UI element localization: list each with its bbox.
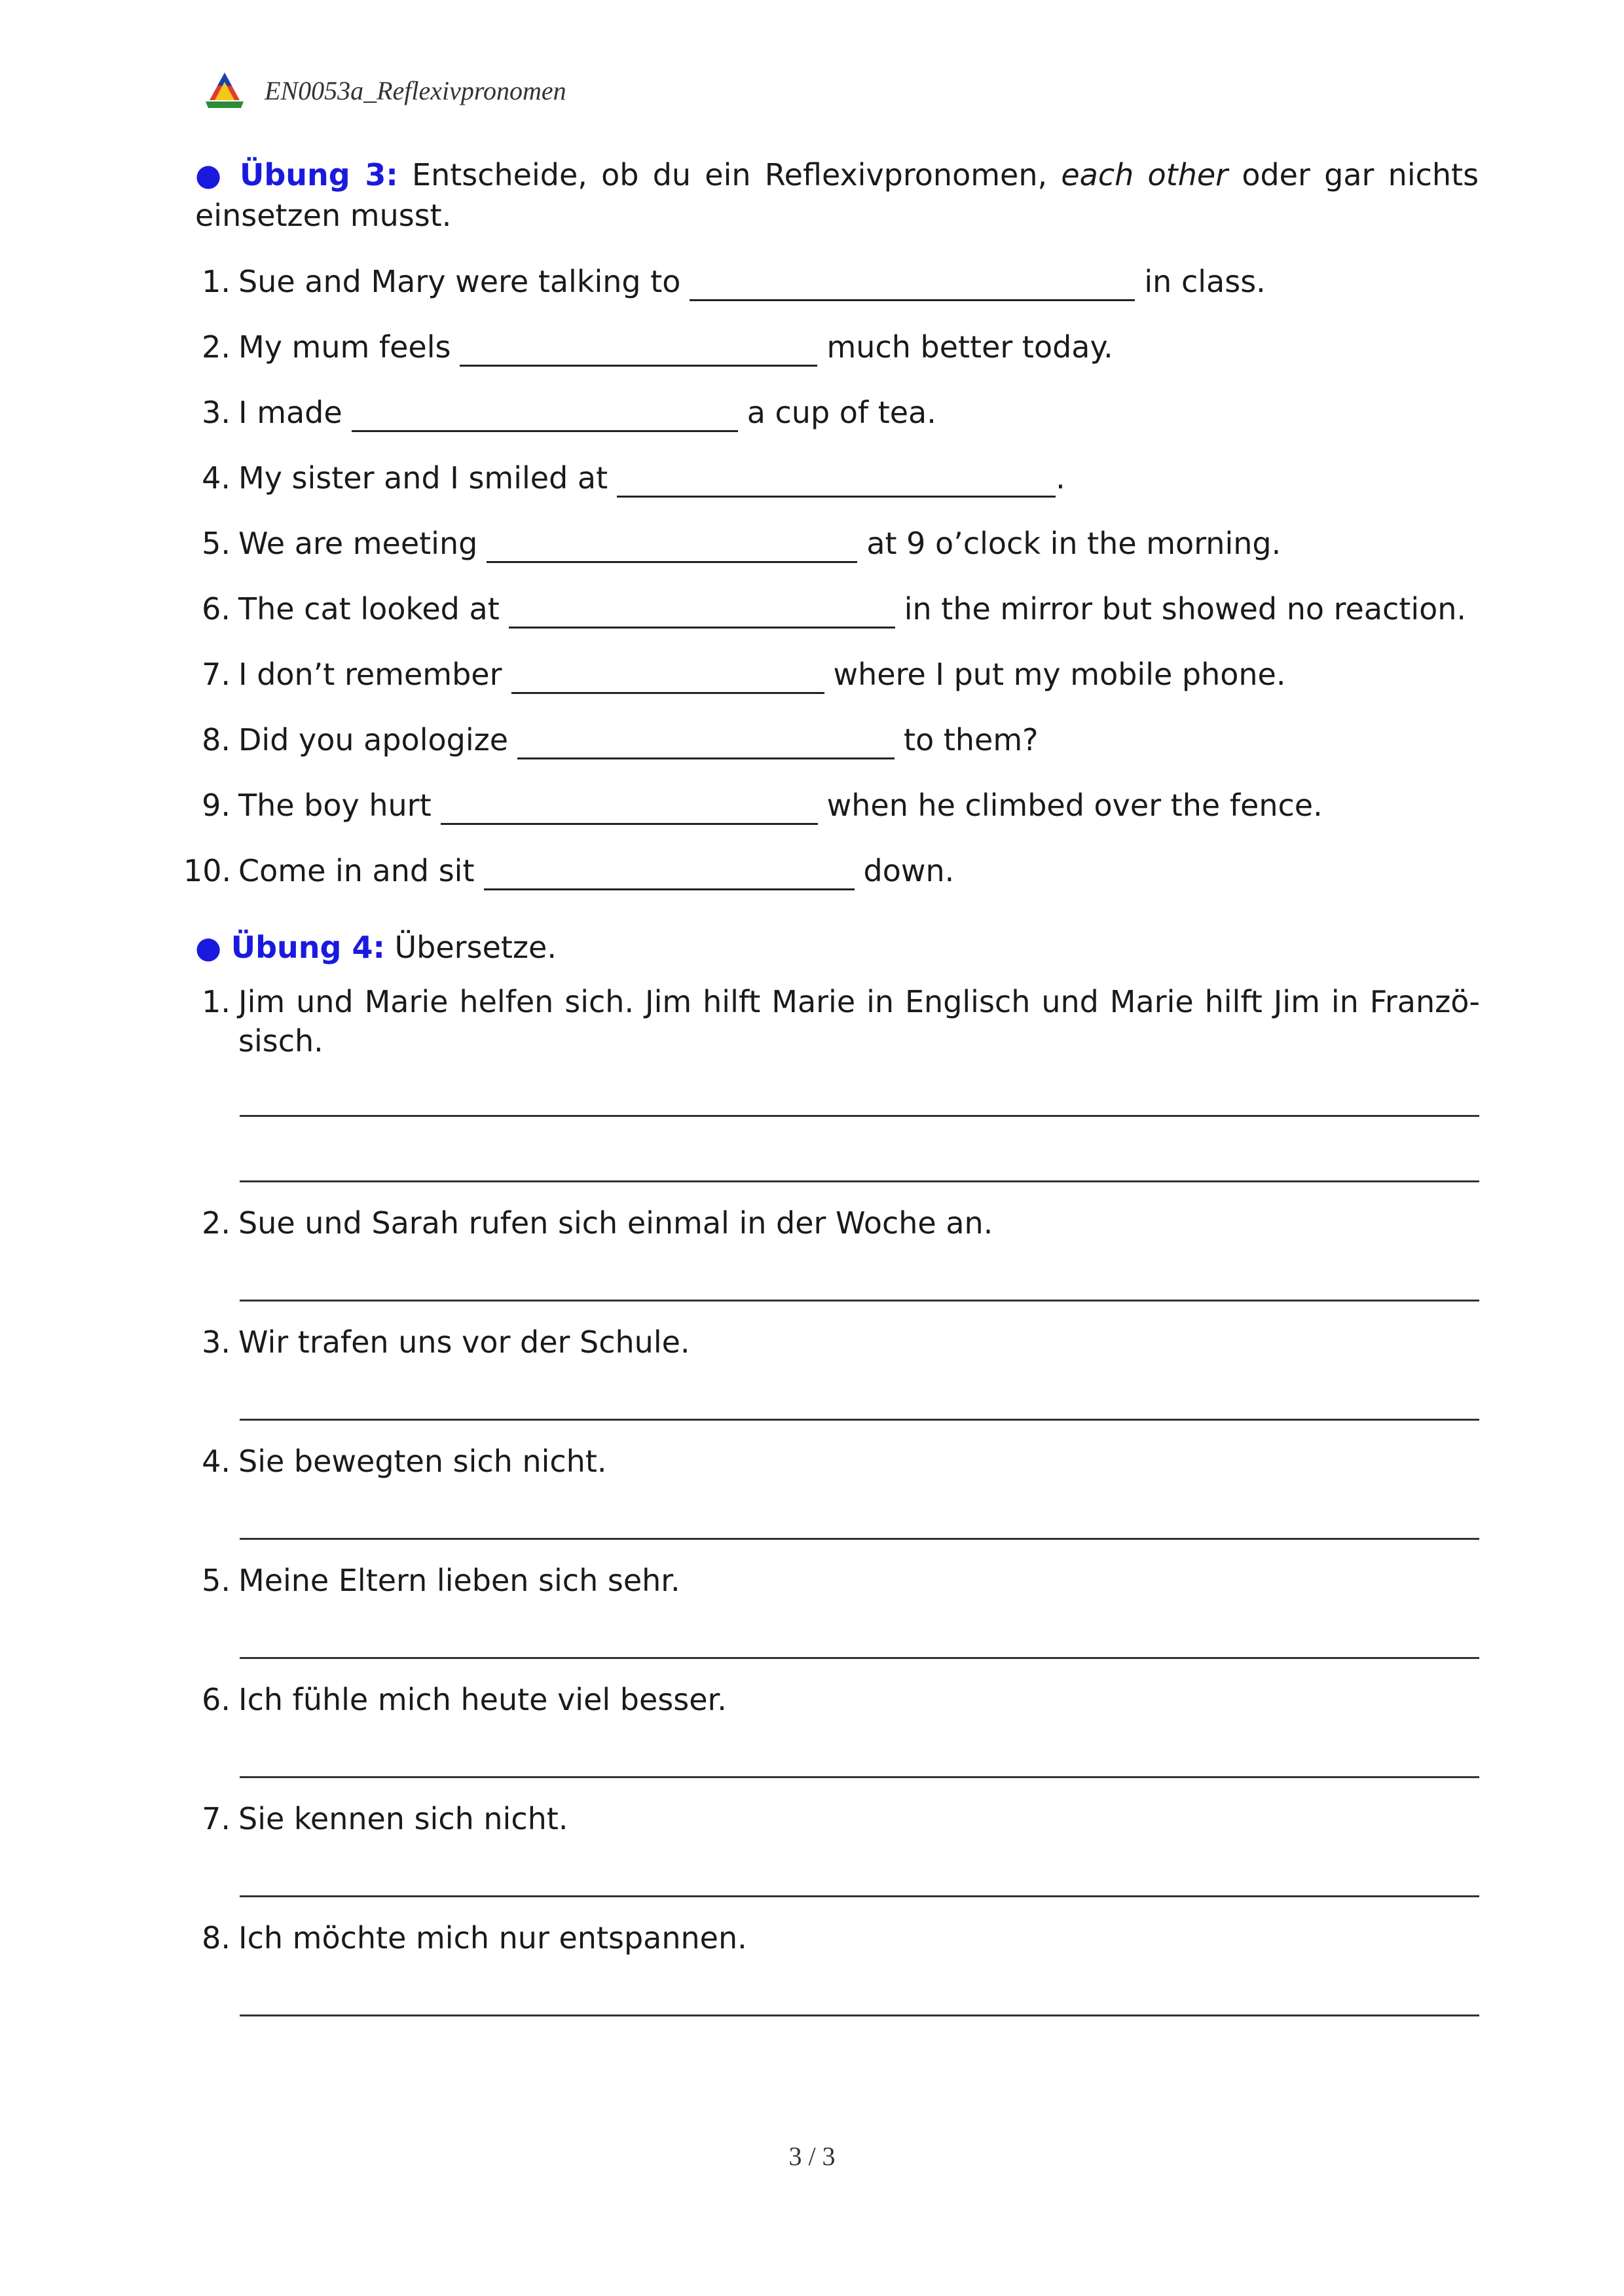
translation-item bbox=[183, 1203, 1480, 1243]
item-sentence: Wir trafen uns vor der Schule. bbox=[238, 1324, 690, 1360]
item-text-after: down. bbox=[863, 853, 955, 888]
item-number: 10. bbox=[183, 853, 232, 888]
exercise-3-emphasis: each other bbox=[1061, 157, 1228, 192]
gap-item bbox=[183, 589, 1466, 629]
answer-line[interactable] bbox=[240, 1538, 1479, 1540]
gap-item bbox=[183, 524, 1281, 563]
translation-item bbox=[183, 1322, 1480, 1362]
item-number: 3. bbox=[202, 395, 231, 430]
exercise-4-bullet: ● bbox=[195, 930, 222, 965]
translation-item bbox=[183, 1918, 1480, 1958]
answer-line[interactable] bbox=[240, 1419, 1479, 1421]
translation-item bbox=[183, 1799, 1480, 1838]
exercise-3-instruction: Entscheide, ob du ein Reflexivpronomen, bbox=[412, 157, 1048, 192]
translation-item bbox=[183, 1561, 1480, 1600]
item-number: 4. bbox=[202, 1444, 231, 1479]
gap-item bbox=[183, 851, 954, 890]
page-number: 3 / 3 bbox=[788, 2141, 836, 2171]
item-number: 7. bbox=[202, 1801, 231, 1836]
item-text-after: a cup of tea. bbox=[747, 395, 936, 430]
answer-line[interactable] bbox=[240, 1657, 1479, 1659]
answer-line[interactable] bbox=[240, 1115, 1479, 1117]
answer-line[interactable] bbox=[240, 1895, 1479, 1897]
exercise-4-heading bbox=[195, 927, 1479, 968]
item-text-after: much better today. bbox=[826, 329, 1113, 365]
exercise-3-instruction-end: oder gar nichts einsetzen musst. bbox=[195, 157, 1479, 233]
item-text-after: when he climbed over the fence. bbox=[826, 788, 1323, 823]
item-sentence: Ich fühle mich heute viel besser. bbox=[238, 1682, 727, 1717]
item-text-before: I don’t remember bbox=[238, 657, 502, 692]
item-text-before: The boy hurt bbox=[238, 788, 432, 823]
answer-blank[interactable] bbox=[441, 789, 818, 825]
item-number: 2. bbox=[202, 1205, 231, 1241]
item-number: 4. bbox=[202, 460, 231, 496]
answer-blank[interactable] bbox=[617, 462, 1056, 498]
item-number: 7. bbox=[202, 657, 231, 692]
answer-blank[interactable] bbox=[352, 396, 738, 432]
exercise-4-instruction: Übersetze. bbox=[394, 930, 557, 965]
item-text-before: Sue and Mary were talking to bbox=[238, 264, 681, 299]
item-sentence: Meine Eltern lieben sich sehr. bbox=[238, 1563, 680, 1598]
answer-line[interactable] bbox=[240, 1776, 1479, 1778]
item-text-before: We are meeting bbox=[238, 526, 478, 561]
exercise-3-label: Übung 3: bbox=[240, 157, 398, 192]
answer-line[interactable] bbox=[240, 1180, 1479, 1182]
exercise-3-heading bbox=[195, 155, 1479, 236]
item-number: 3. bbox=[202, 1324, 231, 1360]
item-sentence: Sie kennen sich nicht. bbox=[238, 1801, 568, 1836]
item-text-after: . bbox=[1056, 460, 1065, 496]
exercise-4-label: Übung 4: bbox=[231, 930, 385, 965]
item-number: 6. bbox=[202, 591, 231, 627]
item-sentence: Ich möchte mich nur entspannen. bbox=[238, 1920, 747, 1956]
item-text-after: where I put my mobile phone. bbox=[833, 657, 1286, 692]
item-number: 6. bbox=[202, 1682, 231, 1717]
item-sentence: Sue und Sarah rufen sich einmal in der Woche an. bbox=[238, 1205, 993, 1241]
answer-blank[interactable] bbox=[509, 592, 895, 629]
gap-item bbox=[183, 262, 1266, 301]
answer-blank[interactable] bbox=[460, 331, 817, 367]
item-number: 1. bbox=[202, 984, 231, 1019]
gap-item bbox=[183, 655, 1285, 694]
answer-line[interactable] bbox=[240, 2014, 1479, 2016]
answer-blank[interactable] bbox=[690, 265, 1135, 301]
gap-item bbox=[183, 786, 1323, 825]
answer-blank[interactable] bbox=[484, 854, 855, 890]
answer-line[interactable] bbox=[240, 1300, 1479, 1302]
item-text-before: I made bbox=[238, 395, 342, 430]
translation-item bbox=[183, 1680, 1480, 1719]
exercise-3-bullet: ● bbox=[195, 157, 226, 192]
document-title: EN0053a_Reflexivpronomen bbox=[265, 75, 566, 105]
item-text-after: to them? bbox=[904, 722, 1039, 757]
item-text-after: at 9 o’clock in the morning. bbox=[866, 526, 1282, 561]
item-number: 8. bbox=[202, 722, 231, 757]
answer-blank[interactable] bbox=[487, 527, 857, 563]
item-number: 8. bbox=[202, 1920, 231, 1956]
item-number: 5. bbox=[202, 1563, 231, 1598]
page-header bbox=[204, 71, 566, 110]
item-number: 1. bbox=[202, 264, 231, 299]
gap-item bbox=[183, 720, 1039, 759]
item-number: 5. bbox=[202, 526, 231, 561]
item-number: 2. bbox=[202, 329, 231, 365]
item-sentence: Sie bewegten sich nicht. bbox=[238, 1444, 607, 1479]
translation-item bbox=[183, 1442, 1480, 1481]
gap-item bbox=[183, 327, 1113, 367]
item-text-after: in class. bbox=[1144, 264, 1266, 299]
item-text-before: Did you apologize bbox=[238, 722, 509, 757]
item-text-before: My sister and I smiled at bbox=[238, 460, 608, 496]
item-text-after: in the mirror but showed no reaction. bbox=[904, 591, 1467, 627]
item-sentence: Jim und Marie helfen sich. Jim hilft Marie in Englisch und Marie hilft Jim in Französisch. bbox=[238, 984, 1480, 1059]
answer-blank[interactable] bbox=[517, 723, 895, 759]
gap-item bbox=[183, 393, 936, 432]
item-text-before: Come in and sit bbox=[238, 853, 475, 888]
translation-item bbox=[183, 982, 1480, 1061]
item-text-before: My mum feels bbox=[238, 329, 451, 365]
item-number: 9. bbox=[202, 788, 231, 823]
item-text-before: The cat looked at bbox=[238, 591, 500, 627]
answer-blank[interactable] bbox=[511, 658, 824, 694]
gap-item bbox=[183, 458, 1065, 498]
mountain-logo-icon bbox=[204, 70, 245, 111]
